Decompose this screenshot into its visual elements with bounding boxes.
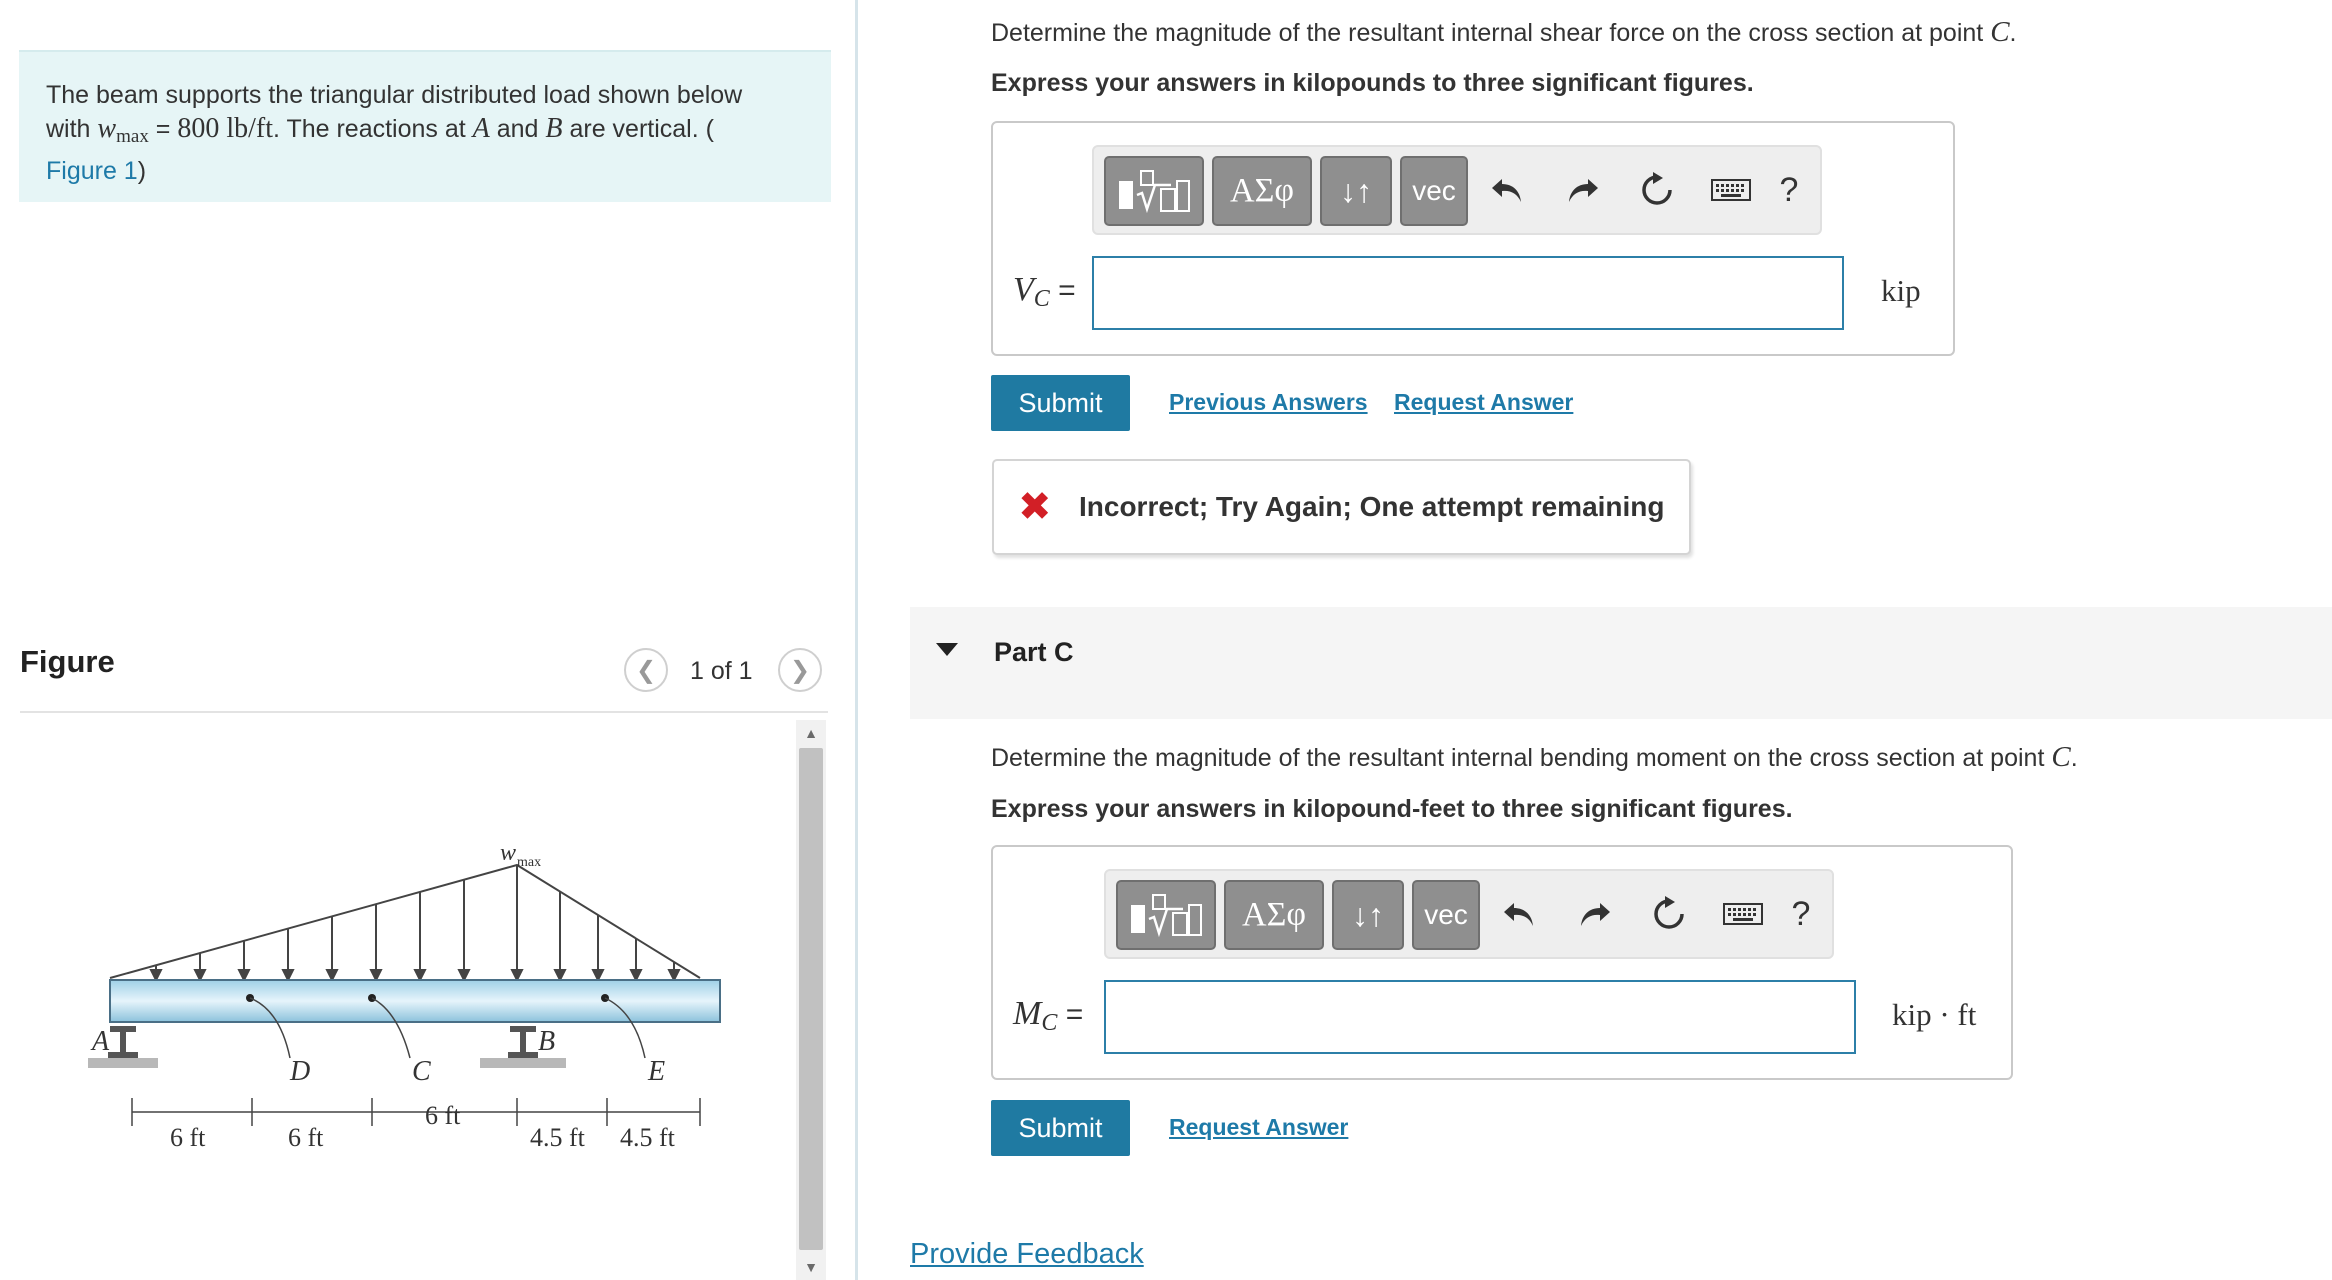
dim-label-5: 4.5 ft — [620, 1123, 675, 1152]
templates-icon — [1127, 889, 1205, 941]
label-a: A — [92, 1026, 110, 1057]
part-b-question-point: C — [1990, 16, 2010, 48]
part-b-answer-box — [991, 121, 1955, 356]
label-e: E — [648, 1056, 666, 1087]
arrows-button[interactable]: ↓↑ — [1320, 156, 1392, 226]
figure-heading: Figure — [20, 644, 115, 679]
scroll-up-arrow-icon[interactable]: ▲ — [804, 725, 818, 741]
previous-figure-button[interactable] — [624, 648, 668, 692]
keyboard-icon[interactable] — [1706, 165, 1756, 215]
panel-divider — [855, 0, 858, 1280]
vector-button[interactable]: vec — [1400, 156, 1468, 226]
problem-text-reactions: . The reactions at — [273, 115, 466, 143]
problem-statement — [19, 50, 831, 202]
part-c-variable-label — [1013, 995, 1083, 1037]
part-b-variable-label — [1013, 271, 1076, 313]
vector-button[interactable]: vec — [1412, 880, 1480, 950]
equals-sign: = — [155, 115, 171, 143]
part-c-request-answer-link[interactable]: Request Answer — [1169, 1114, 1349, 1140]
part-c-unit: kip · ft — [1892, 997, 1977, 1032]
keyboard-icon[interactable] — [1718, 889, 1768, 939]
part-c-title: Part C — [994, 637, 1074, 667]
templates-button[interactable] — [1116, 880, 1216, 950]
part-b-var: V — [1013, 271, 1034, 308]
next-figure-button[interactable] — [778, 648, 822, 692]
part-c-header[interactable] — [910, 607, 2332, 719]
figure-link[interactable]: Figure 1 — [46, 157, 138, 185]
feedback-message — [992, 459, 1691, 555]
previous-answers-link[interactable]: Previous Answers — [1169, 389, 1368, 415]
w-max-label-sub: max — [517, 855, 542, 870]
provide-feedback-link[interactable]: Provide Feedback — [910, 1238, 1144, 1270]
part-c-submit-button[interactable]: Submit — [991, 1100, 1130, 1156]
dim-label-1: 6 ft — [170, 1123, 206, 1152]
problem-and-word: and — [496, 115, 539, 143]
label-d: D — [290, 1056, 311, 1087]
greek-symbols-button[interactable]: ΑΣφ — [1212, 156, 1312, 226]
beam-figure — [80, 830, 760, 1200]
load-triangle — [110, 865, 700, 978]
part-c-var-sub: C — [1041, 1010, 1058, 1036]
part-b-question-text: Determine the magnitude of the resultant internal shear force on the cross section at point — [991, 19, 1984, 47]
scrollbar-thumb[interactable] — [799, 748, 823, 1250]
w-max-label: w — [500, 840, 517, 866]
help-icon[interactable]: ? — [1791, 894, 1811, 933]
part-b-var-sub: C — [1033, 286, 1050, 312]
arrows-button[interactable]: ↓↑ — [1332, 880, 1404, 950]
undo-icon[interactable] — [1482, 165, 1532, 215]
label-c: C — [412, 1056, 431, 1087]
chevron-right-icon: ❯ — [789, 656, 811, 684]
reset-icon[interactable] — [1644, 889, 1694, 939]
help-icon[interactable]: ? — [1779, 170, 1799, 209]
part-b-answer-input[interactable] — [1092, 256, 1844, 330]
dim-label-3: 6 ft — [425, 1101, 461, 1130]
chevron-left-icon: ❮ — [635, 656, 657, 684]
error-x-icon: ✖ — [1018, 485, 1052, 529]
part-b-instruction: Express your answers in kilopounds to three significant figures. — [991, 69, 1754, 97]
templates-icon — [1115, 165, 1193, 217]
dim-label-4: 4.5 ft — [530, 1123, 585, 1152]
w-max-value: 800 lb/ft — [177, 113, 274, 144]
point-a: A — [472, 113, 490, 144]
part-c-instruction: Express your answers in kilopound-feet to three significant figures. — [991, 795, 1793, 823]
problem-with-word: with — [46, 115, 91, 143]
part-c-question-point: C — [2051, 741, 2071, 773]
part-c-answer-box — [991, 845, 2013, 1080]
templates-button[interactable] — [1104, 156, 1204, 226]
label-b: B — [538, 1026, 556, 1057]
left-panel — [0, 0, 856, 1280]
part-c-question-end: . — [2070, 744, 2078, 772]
part-b-unit: kip — [1881, 273, 1921, 308]
part-c-equals: = — [1065, 998, 1084, 1031]
part-b-question-end: . — [2009, 19, 2017, 47]
undo-icon[interactable] — [1494, 889, 1544, 939]
scroll-down-arrow-icon[interactable]: ▼ — [804, 1259, 818, 1275]
part-b-equals: = — [1058, 274, 1076, 307]
figure-pager-count: 1 of 1 — [690, 657, 753, 685]
point-b: B — [545, 113, 563, 144]
redo-icon[interactable] — [1558, 165, 1608, 215]
w-max-symbol: w — [97, 113, 117, 144]
w-max-sub: max — [116, 126, 149, 147]
figure-scrollbar[interactable] — [796, 720, 826, 1280]
figure-divider — [20, 711, 828, 713]
problem-line-1: The beam supports the triangular distributed load shown below — [46, 81, 743, 109]
part-c-question — [991, 741, 2078, 774]
load-arrows — [151, 865, 679, 980]
beam — [110, 980, 720, 1022]
redo-icon[interactable] — [1570, 889, 1620, 939]
caret-down-icon[interactable] — [936, 643, 958, 656]
dimension-line — [132, 1098, 700, 1126]
greek-symbols-button[interactable]: ΑΣφ — [1224, 880, 1324, 950]
part-c-math-toolbar — [1104, 869, 1834, 959]
part-c-var: M — [1013, 995, 1042, 1032]
problem-line-3 — [46, 154, 807, 188]
part-b-request-answer-link[interactable]: Request Answer — [1394, 389, 1574, 415]
part-c-answer-input[interactable] — [1104, 980, 1856, 1054]
problem-line-2 — [46, 112, 807, 154]
part-b-math-toolbar — [1092, 145, 1822, 235]
part-c-question-text: Determine the magnitude of the resultant internal bending moment on the cross section at point — [991, 744, 2045, 772]
part-b-submit-button[interactable]: Submit — [991, 375, 1130, 431]
feedback-text: Incorrect; Try Again; One attempt remaining — [1079, 491, 1665, 522]
part-b-question — [991, 16, 2016, 49]
close-paren: ) — [137, 157, 147, 185]
problem-text-vertical: are vertical. ( — [569, 115, 714, 143]
reset-icon[interactable] — [1632, 165, 1682, 215]
dim-label-2: 6 ft — [288, 1123, 324, 1152]
